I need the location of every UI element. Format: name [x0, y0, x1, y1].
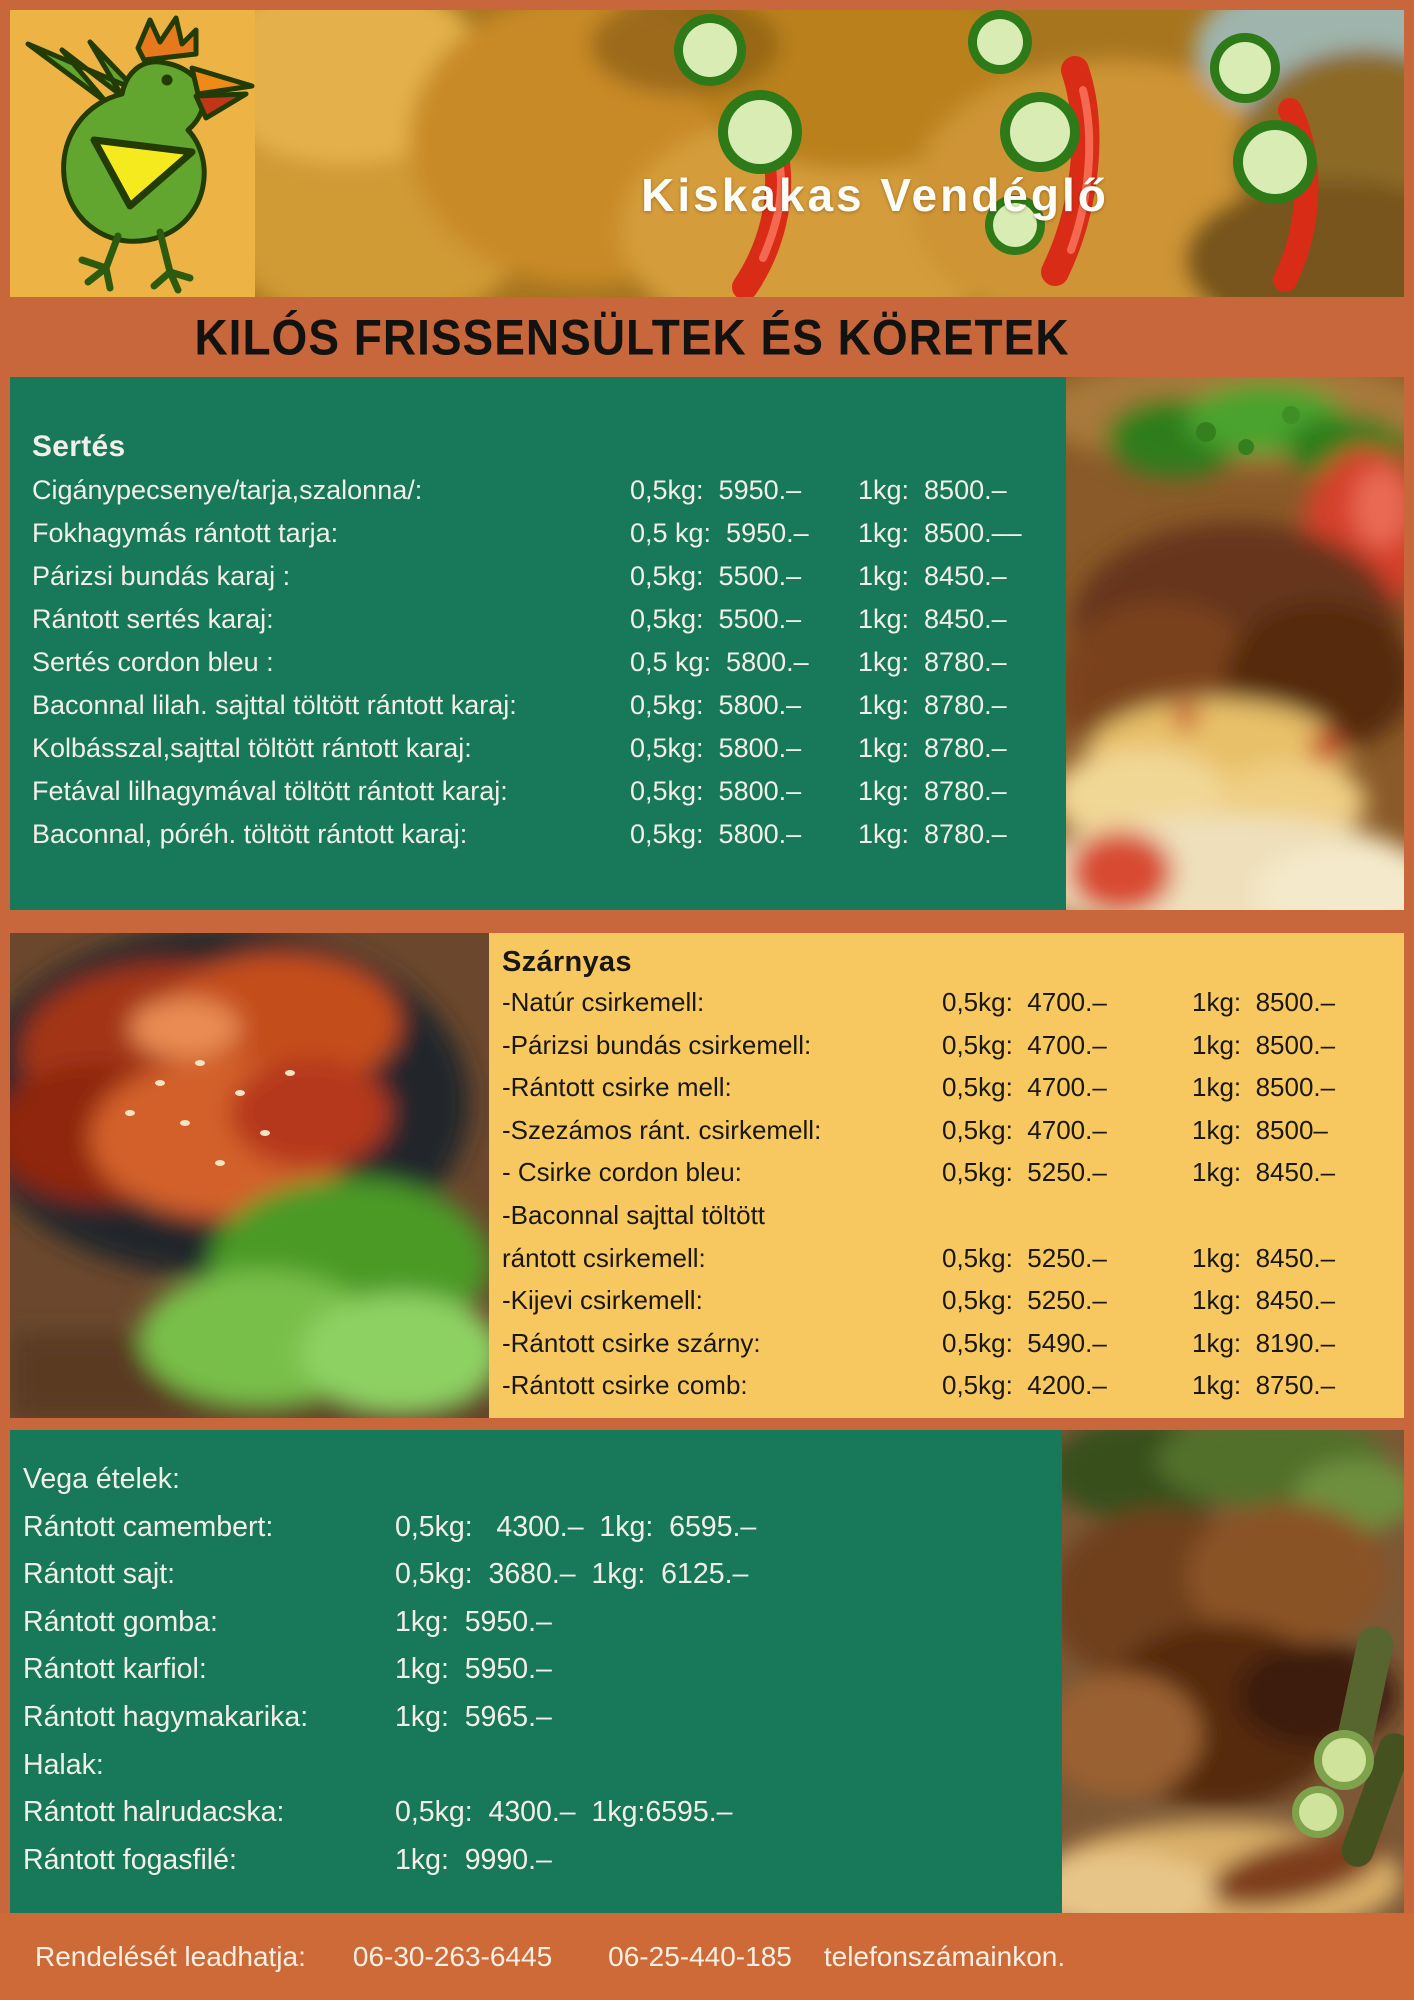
price-one-kg: 1kg: 8500– — [1192, 1114, 1328, 1145]
item-label: rántott csirkemell: — [502, 1242, 706, 1273]
menu-item-row — [32, 727, 1070, 770]
menu-item-row — [23, 1504, 1063, 1552]
restaurant-name: Kiskakas Vendéglő — [641, 169, 1109, 221]
price-one-kg: 1kg: 8500.– — [1192, 987, 1336, 1017]
menu-item-row — [23, 1551, 1063, 1599]
price-one-kg: 1kg: 8750.– — [1192, 1370, 1336, 1401]
price-one-kg: 1kg: 8780.– — [858, 733, 1007, 763]
item-price: 0,5kg: 4300.– 1kg:6595.– — [395, 1796, 733, 1829]
menu-item-row — [32, 813, 1070, 856]
sertes-heading: Sertés — [32, 430, 126, 463]
menu-item-row — [32, 770, 1070, 813]
price-half-kg: 0,5kg: 5950.– — [630, 475, 802, 505]
price-one-kg: 1kg: 8450.– — [858, 604, 1007, 634]
menu-item-row — [502, 1151, 1396, 1194]
header-photo-banner — [255, 10, 1404, 297]
item-label: -Párizsi bundás csirkemell: — [502, 1029, 812, 1060]
section-sertes — [10, 377, 1404, 910]
menu-item-row — [502, 1066, 1396, 1109]
item-label: Rántott sertés karaj: — [32, 604, 274, 634]
title-band — [10, 297, 1404, 377]
price-one-kg: 1kg: 8190.– — [1192, 1327, 1336, 1358]
price-half-kg: 0,5kg: 5500.– — [630, 561, 802, 591]
item-price: 0,5kg: 3680.– 1kg: 6125.– — [395, 1558, 749, 1591]
price-half-kg: 0,5kg: 4200.– — [942, 1370, 1107, 1401]
price-half-kg: 0,5kg: 5800.– — [630, 776, 802, 806]
item-label: Rántott karfiol: — [23, 1653, 207, 1686]
menu-item-row — [32, 684, 1070, 727]
item-label: -Natúr csirkemell: — [502, 987, 705, 1017]
item-label: Rántott hagymakarika: — [23, 1700, 309, 1733]
price-half-kg: 0,5kg: 5490.– — [942, 1327, 1107, 1358]
price-one-kg: 1kg: 8780.– — [858, 690, 1007, 720]
item-price — [395, 1742, 1063, 1790]
vega-food-photo — [1062, 1430, 1404, 1913]
menu-item-row — [23, 1837, 1063, 1885]
item-label: Fetával lilhagymával töltött rántott karaj: — [32, 776, 508, 806]
price-half-kg: 0,5kg: 5800.– — [630, 733, 802, 763]
item-label: -Szezámos ránt. csirkemell: — [502, 1114, 822, 1145]
item-label: Rántott gomba: — [23, 1605, 218, 1638]
price-half-kg — [942, 1194, 1192, 1237]
price-half-kg: 0,5kg: 5250.– — [942, 1285, 1107, 1316]
sertes-item-list — [32, 469, 1070, 856]
price-half-kg: 0,5kg: 5500.– — [630, 604, 802, 634]
price-half-kg: 0,5 kg: 5950.– — [630, 518, 809, 548]
szarnyas-food-photo — [10, 933, 489, 1418]
vega-item-list — [23, 1456, 1063, 1884]
price-one-kg: 1kg: 8500.– — [858, 475, 1007, 505]
section-vega-halak — [10, 1430, 1404, 1913]
price-one-kg: 1kg: 8450.– — [1192, 1242, 1336, 1273]
menu-item-row — [502, 1194, 1396, 1237]
item-label: Rántott fogasfilé: — [23, 1843, 237, 1876]
item-label: Cigánypecsenye/tarja,szalonna/: — [32, 475, 423, 505]
item-label: Baconnal lilah. sajttal töltött rántott karaj: — [32, 690, 517, 720]
item-label: Rántott camembert: — [23, 1510, 274, 1543]
price-half-kg: 0,5kg: 5250.– — [942, 1242, 1107, 1273]
menu-item-row — [502, 1322, 1396, 1365]
menu-item-row — [32, 512, 1070, 555]
menu-item-row — [502, 1024, 1396, 1067]
price-one-kg: 1kg: 8450.– — [1192, 1157, 1336, 1188]
menu-item-row — [502, 1237, 1396, 1280]
footer-order-text: Rendelését leadhatja: — [35, 1940, 306, 1972]
price-one-kg: 1kg: 8780.– — [858, 776, 1007, 806]
item-label: Sertés cordon bleu : — [32, 647, 274, 677]
item-price: 1kg: 9990.– — [395, 1843, 552, 1876]
menu-item-row — [32, 598, 1070, 641]
item-label: -Rántott csirke mell: — [502, 1072, 732, 1103]
menu-item-row — [32, 641, 1070, 684]
item-label: Kolbásszal,sajttal töltött rántott karaj: — [32, 733, 472, 763]
menu-item-row — [23, 1694, 1063, 1742]
item-price: 1kg: 5950.– — [395, 1605, 552, 1638]
footer-phone-2: 06-25-440-185 — [608, 1940, 792, 1972]
item-label: - Csirke cordon bleu: — [502, 1157, 742, 1188]
footer-bar — [0, 1913, 1414, 2000]
price-one-kg: 1kg: 8500.–– — [858, 518, 1022, 548]
szarnyas-item-list — [502, 981, 1396, 1407]
item-price: 1kg: 5965.– — [395, 1700, 552, 1733]
item-label: Párizsi bundás karaj : — [32, 561, 291, 591]
menu-item-row — [23, 1646, 1063, 1694]
price-one-kg: 1kg: 8780.– — [858, 819, 1007, 849]
szarnyas-heading: Szárnyas — [502, 946, 632, 978]
menu-item-row — [502, 1364, 1396, 1407]
price-one-kg: 1kg: 8500.– — [1192, 1072, 1336, 1103]
menu-item-row — [502, 981, 1396, 1024]
price-half-kg: 0,5kg: 4700.– — [942, 1114, 1107, 1145]
menu-item-row — [23, 1456, 1063, 1504]
item-label: Halak: — [23, 1748, 104, 1781]
menu-item-row — [23, 1599, 1063, 1647]
item-label: -Baconnal sajttal töltött — [502, 1199, 766, 1230]
price-one-kg — [1192, 1194, 1396, 1237]
menu-item-row — [502, 1279, 1396, 1322]
footer-suffix-text: telefonszámainkon. — [823, 1940, 1066, 1972]
sertes-food-photo — [1066, 377, 1404, 910]
section-szarnyas — [489, 933, 1404, 1418]
price-one-kg: 1kg: 8780.– — [858, 647, 1007, 677]
menu-item-row — [23, 1789, 1063, 1837]
price-one-kg: 1kg: 8450.– — [858, 561, 1007, 591]
item-label: -Rántott csirke szárny: — [502, 1327, 761, 1358]
footer-phone-1: 06-30-263-6445 — [352, 1940, 553, 1972]
item-label: Baconnal, póréh. töltött rántott karaj: — [32, 819, 468, 849]
menu-item-row — [23, 1742, 1063, 1790]
item-label: -Rántott csirke comb: — [502, 1370, 748, 1401]
menu-item-row — [502, 1109, 1396, 1152]
item-price — [395, 1456, 1063, 1504]
item-label: Vega ételek: — [23, 1463, 180, 1495]
price-half-kg: 0,5kg: 4700.– — [942, 1072, 1107, 1103]
item-price: 1kg: 5950.– — [395, 1653, 552, 1686]
logo-box — [10, 10, 255, 297]
item-label: Rántott sajt: — [23, 1558, 176, 1591]
price-one-kg: 1kg: 8500.– — [1192, 1029, 1336, 1060]
item-label: Fokhagymás rántott tarja: — [32, 518, 339, 548]
price-half-kg: 0,5kg: 5250.– — [942, 1157, 1107, 1188]
item-label: Rántott halrudacska: — [23, 1796, 285, 1829]
page-title: KILÓS FRISSENSÜLTEK ÉS KÖRETEK — [194, 308, 1070, 366]
price-half-kg: 0,5kg: 4700.– — [942, 987, 1107, 1017]
item-label: -Kijevi csirkemell: — [502, 1285, 703, 1316]
price-one-kg: 1kg: 8450.– — [1192, 1285, 1336, 1316]
menu-item-row — [32, 469, 1070, 512]
menu-item-row — [32, 555, 1070, 598]
price-half-kg: 0,5 kg: 5800.– — [630, 647, 809, 677]
item-price: 0,5kg: 4300.– 1kg: 6595.– — [395, 1510, 757, 1543]
price-half-kg: 0,5kg: 5800.– — [630, 819, 802, 849]
price-half-kg: 0,5kg: 5800.– — [630, 690, 802, 720]
price-half-kg: 0,5kg: 4700.– — [942, 1029, 1107, 1060]
